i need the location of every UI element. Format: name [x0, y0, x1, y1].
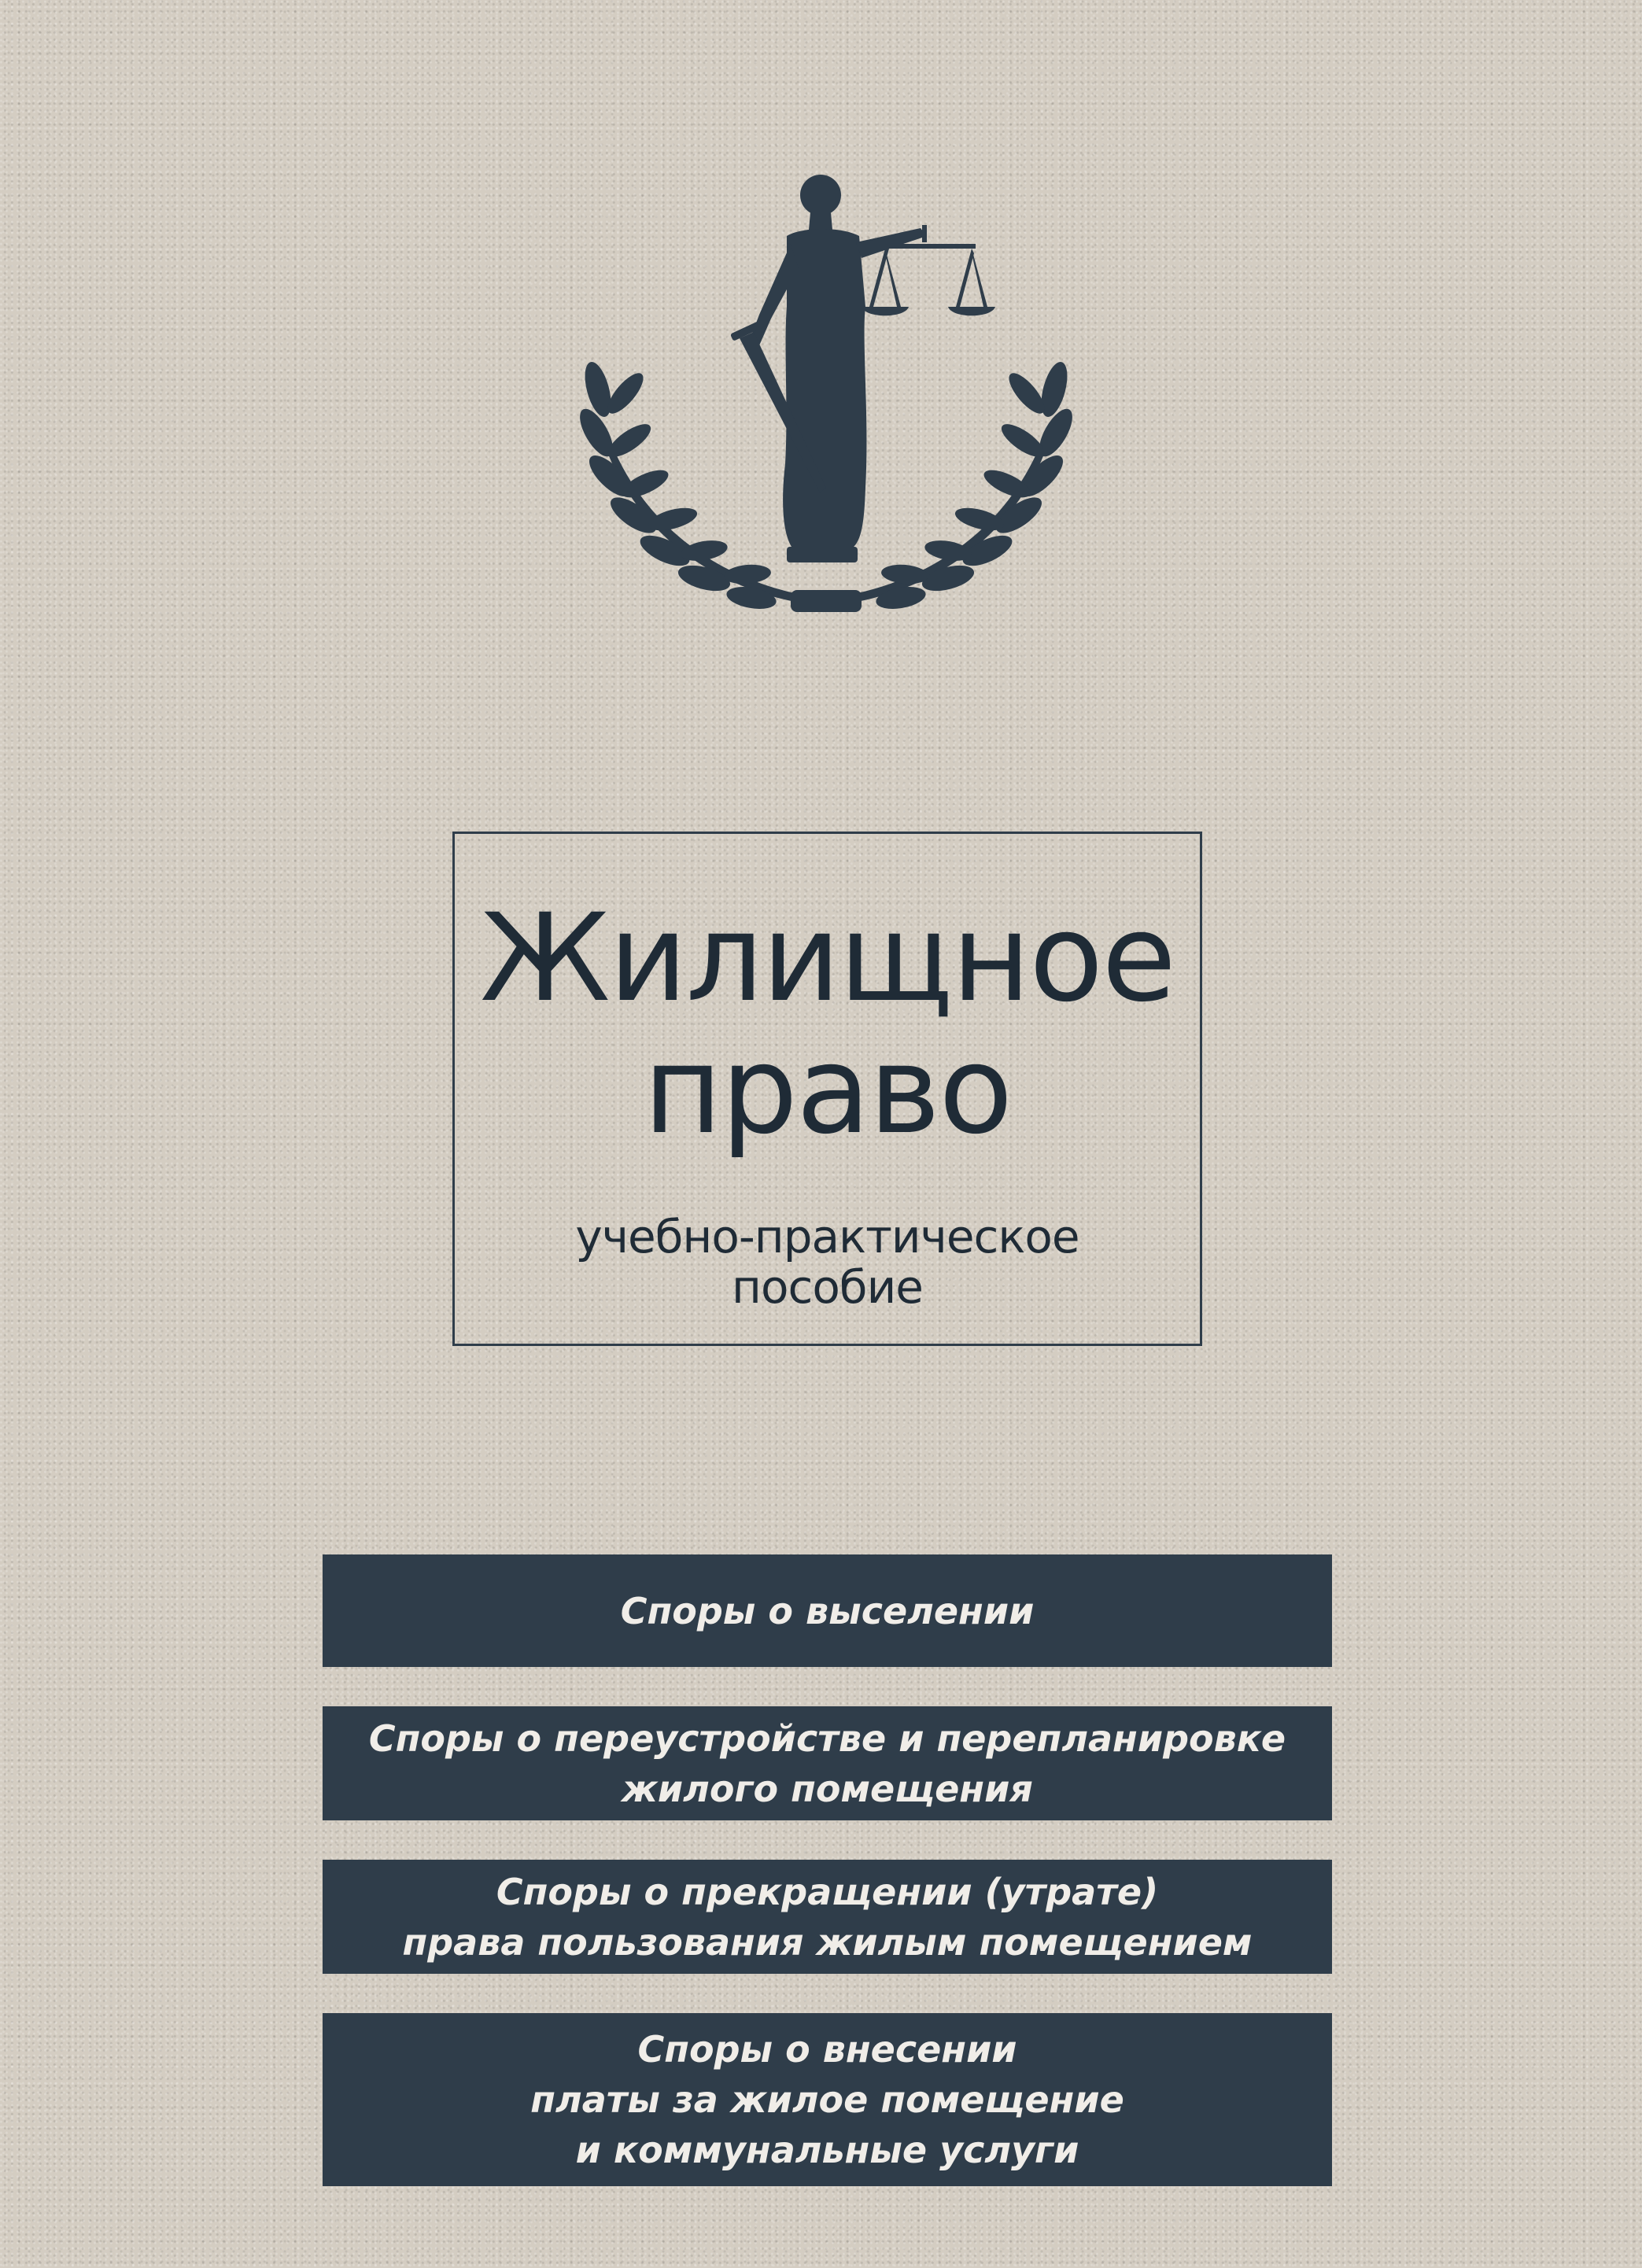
- book-subtitle: [455, 1211, 1200, 1312]
- topic-line: Споры о выселении: [620, 1589, 1035, 1632]
- book-title-line-1: Жилищное: [479, 888, 1175, 1029]
- book-subtitle-line-1: учебно-практическое: [575, 1210, 1079, 1263]
- topic-line: жилого помещения: [622, 1767, 1033, 1810]
- topic-line: Споры о переустройстве и перепланировке: [368, 1717, 1286, 1760]
- themis-emblem-icon: [551, 157, 1101, 637]
- topic-line: Споры о прекращении (утрате): [496, 1870, 1159, 1913]
- title-frame: [452, 832, 1202, 1346]
- wreath-tie-icon: [791, 590, 862, 612]
- themis-figure-icon: [730, 175, 995, 562]
- topic-list: [323, 1554, 1332, 2226]
- topic-panel-reconstruction: [323, 1706, 1332, 1820]
- topic-panel-payment: [323, 2013, 1332, 2186]
- book-subtitle-line-2: пособие: [732, 1260, 923, 1314]
- topic-panel-termination-of-right: [323, 1860, 1332, 1974]
- topic-line: права пользования жилым помещением: [402, 1920, 1253, 1964]
- book-title: [455, 888, 1200, 1161]
- topic-line: платы за жилое помещение: [530, 2078, 1124, 2121]
- laurel-right-icon: [830, 360, 1079, 613]
- topic-line: Споры о внесении: [637, 2028, 1017, 2071]
- book-title-line-2: право: [643, 1020, 1012, 1161]
- topic-line: и коммунальные услуги: [575, 2129, 1079, 2171]
- topic-panel-eviction: [323, 1554, 1332, 1667]
